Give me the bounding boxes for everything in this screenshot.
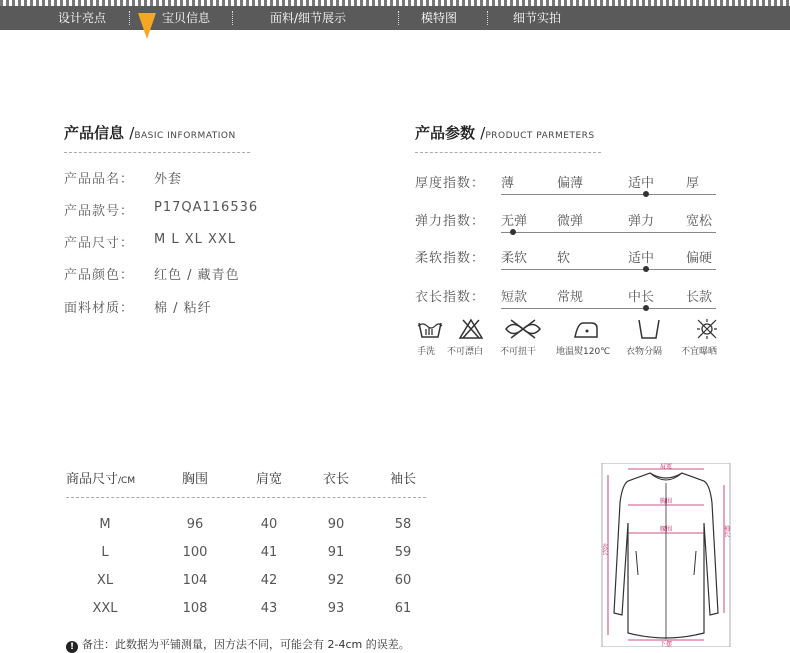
param-option: 偏硬 [686, 251, 713, 266]
param-option: 厚 [686, 176, 700, 191]
param-scale-line [501, 194, 716, 195]
size-cell-value: 108 [182, 601, 208, 616]
info-label: 产品品名： [64, 172, 135, 187]
info-value: 红色 / 藏青色 [154, 268, 240, 283]
info-value: M L XL XXL [154, 232, 237, 247]
size-cell-size: XXL [92, 601, 118, 616]
product-info-title-en: BASIC INFORMATION [134, 131, 236, 141]
divider [64, 152, 250, 153]
size-cell-value: 59 [394, 545, 412, 560]
size-cell-value: 104 [182, 573, 208, 588]
size-cell-value: 93 [327, 601, 345, 616]
size-table-header-shoulder: 肩宽 [256, 472, 283, 487]
info-label: 面料材质： [64, 301, 135, 316]
hand-wash-icon [417, 318, 443, 340]
divider [66, 497, 426, 498]
param-label: 厚度指数： [415, 176, 486, 191]
length-label: 衣长 [600, 543, 608, 555]
warning-icon: ! [66, 641, 78, 653]
care-label: 不可扭干 [500, 347, 537, 357]
param-option: 微弹 [557, 214, 584, 229]
info-label: 产品颜色： [64, 268, 135, 283]
nav-item-model-photos[interactable]: 模特图 [421, 11, 458, 25]
param-label: 弹力指数： [415, 214, 486, 229]
size-cell-value: 58 [394, 517, 412, 532]
param-option: 宽松 [686, 214, 713, 229]
no-bleach-icon [458, 318, 484, 340]
nav-separator [398, 11, 399, 25]
size-table-header-length: 衣长 [323, 472, 350, 487]
care-label: 地温熨120℃ [556, 347, 611, 357]
low-iron-icon [573, 318, 599, 340]
param-option: 偏薄 [557, 176, 584, 191]
nav-separator [487, 11, 488, 25]
care-label: 手洗 [417, 347, 436, 357]
param-option: 适中 [628, 251, 655, 266]
size-table-header-size [66, 468, 135, 487]
param-option: 常规 [557, 290, 584, 305]
param-option: 中长 [628, 290, 655, 305]
product-params-title-en: PRODUCT PARMETERS [485, 131, 595, 141]
size-cell-value: 41 [260, 545, 278, 560]
param-selected-dot [510, 229, 516, 235]
care-label: 不宜曝晒 [681, 347, 718, 357]
chest-label: 胸围 [659, 498, 673, 505]
info-value: P17QA116536 [154, 200, 259, 215]
product-info-title: 产品信息 /BASIC INFORMATION [64, 124, 236, 142]
size-cell-value: 96 [186, 517, 204, 532]
product-info-title-cn: 产品信息 [64, 124, 125, 142]
param-option: 适中 [628, 176, 655, 191]
param-selected-dot [643, 305, 649, 311]
size-table-header-sleeve: 袖长 [390, 472, 417, 487]
size-cell-value: 100 [182, 545, 208, 560]
size-cell-size: L [101, 545, 109, 560]
product-params-title: 产品参数 /PRODUCT PARMETERS [415, 124, 595, 142]
info-label: 产品款号： [64, 204, 135, 219]
garment-measurement-diagram [600, 463, 732, 647]
care-label: 不可漂白 [447, 347, 484, 357]
sleeve-label: 袖长 [722, 525, 730, 537]
param-option: 柔软 [501, 251, 528, 266]
size-table-header-chest: 胸围 [182, 472, 209, 487]
hem-label: 下摆 [659, 641, 673, 647]
product-params-title-cn: 产品参数 [415, 124, 476, 142]
info-value: 外套 [154, 172, 183, 187]
size-cell-value: 61 [394, 601, 412, 616]
param-option: 弹力 [628, 214, 655, 229]
param-option: 软 [557, 251, 571, 266]
param-option: 短款 [501, 290, 528, 305]
care-label: 衣物分隔 [626, 347, 663, 357]
top-nav-bar [0, 6, 790, 30]
active-nav-indicator [138, 13, 156, 39]
size-unit: /CM [118, 476, 136, 486]
size-cell-value: 43 [260, 601, 278, 616]
size-cell-value: 90 [327, 517, 345, 532]
param-scale-line [501, 308, 716, 309]
measurement-note [66, 636, 410, 653]
no-wring-icon [503, 318, 543, 340]
nav-item-product-info[interactable]: 宝贝信息 [162, 11, 211, 25]
nav-item-design-highlights[interactable]: 设计亮点 [58, 11, 107, 25]
param-scale-line [501, 269, 716, 270]
param-option: 无弹 [501, 214, 528, 229]
waist-label: 腰围 [659, 526, 673, 533]
param-option: 长款 [686, 290, 713, 305]
size-cell-value: 42 [260, 573, 278, 588]
param-scale-line [501, 232, 716, 233]
nav-item-detail-shots[interactable]: 细节实拍 [513, 11, 562, 25]
param-label: 衣长指数： [415, 290, 486, 305]
size-cell-size: XL [96, 573, 114, 588]
param-selected-dot [643, 191, 649, 197]
size-cell-value: 91 [327, 545, 345, 560]
shoulder-label: 肩宽 [659, 463, 673, 470]
param-selected-dot [643, 266, 649, 272]
param-option: 薄 [501, 176, 515, 191]
no-sun-icon [694, 318, 720, 340]
nav-separator [232, 11, 233, 25]
note-text: 备注：此数据为平铺测量，因方法不同，可能会有 2-4cm 的误差。 [82, 638, 410, 651]
size-cell-value: 92 [327, 573, 345, 588]
size-cell-size: M [99, 517, 111, 532]
size-cell-value: 60 [394, 573, 412, 588]
divider [415, 152, 601, 153]
info-label: 产品尺寸： [64, 236, 135, 251]
size-cell-value: 40 [260, 517, 278, 532]
info-value: 棉 / 粘纤 [154, 301, 212, 316]
separate-wash-icon [636, 318, 662, 340]
nav-item-fabric-details[interactable]: 面料/细节展示 [270, 11, 347, 25]
nav-separator [129, 11, 130, 25]
size-header-label: 商品尺寸 [66, 472, 119, 487]
param-label: 柔软指数： [415, 251, 486, 266]
